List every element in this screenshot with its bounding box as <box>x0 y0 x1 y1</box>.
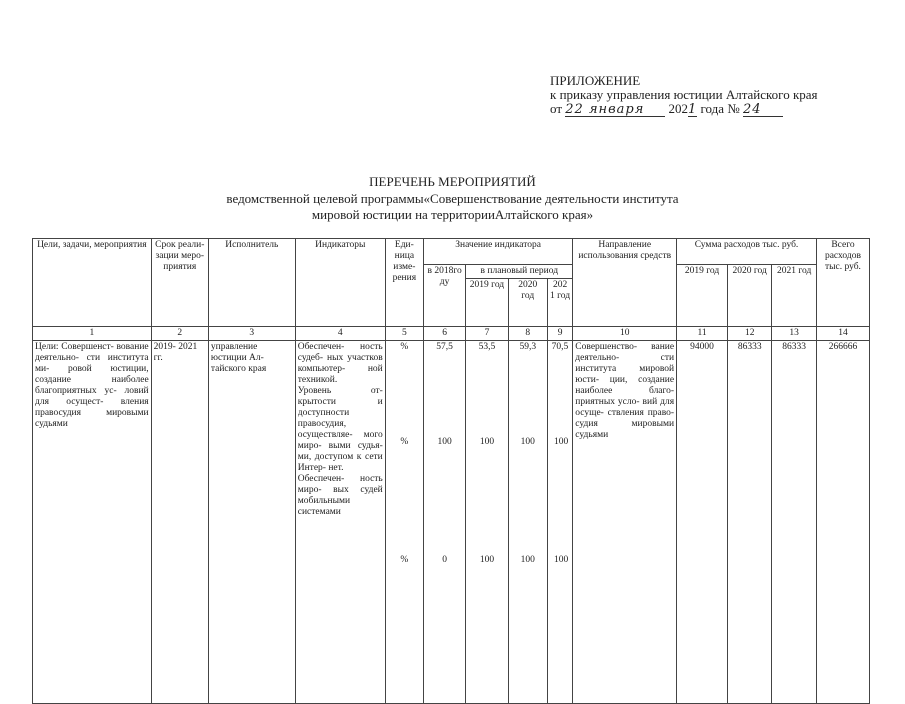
expense-total: 266666 <box>828 342 858 352</box>
goal-cell: Цели: Совершенст- вование деятельно- сти института ми- ровой юстиции, создание наиболее благоприятных ус- ловий для осущест- вления правосудия мировыми судьями <box>35 342 149 429</box>
header-unit: Еди- ница изме- рения <box>385 239 423 327</box>
appendix-year-handwritten: 1 <box>688 102 698 117</box>
value-2021: 70,5 <box>551 342 569 352</box>
value-2020-cell <box>511 342 545 702</box>
executor-cell: управление юстиции Ал- тайского края <box>210 342 267 374</box>
value-2020: 59,3 <box>519 342 537 352</box>
value-2021: 100 <box>554 437 569 447</box>
appendix-number-handwritten: 24 <box>743 104 783 117</box>
header-2019: 2019 год <box>466 279 508 327</box>
value-2018: 100 <box>437 437 452 447</box>
measures-table <box>32 238 870 704</box>
table-row <box>33 341 870 704</box>
unit-cell <box>388 342 421 702</box>
value-2019: 100 <box>479 437 495 447</box>
heading-title: ПЕРЕЧЕНЬ МЕРОПРИЯТИЙ <box>369 174 536 189</box>
expense-2020: 86333 <box>737 342 762 352</box>
indicator-1: Обеспечен- ность судеб- ных участков компьютер- ной техникой. <box>297 342 383 385</box>
appendix-title: ПРИЛОЖЕНИЕ <box>550 73 641 88</box>
col-number: 9 <box>547 327 572 341</box>
header-indicator-value: Значение индикатора <box>423 239 572 265</box>
col-number: 12 <box>727 327 771 341</box>
col-number: 10 <box>573 327 677 341</box>
col-number: 8 <box>508 327 547 341</box>
col-number: 6 <box>423 327 465 341</box>
direction-cell: Совершенство- вание деятельно- сти института мировой юсти- ции, создание наиболее благо- приятных усло- вий для осуще- ствления право- судия мировыми судьями <box>575 342 675 440</box>
header-planned: в плановый период <box>466 265 573 279</box>
unit-value: % <box>400 555 409 565</box>
column-numbers-row <box>33 327 870 341</box>
appendix-date-handwritten: 22 января <box>565 104 665 117</box>
col-number: 2 <box>151 327 208 341</box>
header-indicators: Индикаторы <box>295 239 385 327</box>
col-number: 14 <box>816 327 869 341</box>
value-2021-cell <box>550 342 570 702</box>
value-2020: 100 <box>520 437 535 447</box>
indicator-2: Уровень от- крытости и доступности правосудия, осуществляе- мого миро- выми судья- ми, доступом к сети Интер- нет. <box>297 386 383 473</box>
col-number: 4 <box>295 327 385 341</box>
header-exp-2021: 2021 год <box>772 265 816 327</box>
value-2018-cell <box>426 342 463 702</box>
appendix-order-line: к приказу управления юстиции Алтайского края <box>550 87 818 102</box>
header-term: Срок реали- зации меро- приятия <box>151 239 208 327</box>
header-exp-2019: 2019 год <box>677 265 728 327</box>
value-2019-cell <box>468 342 505 702</box>
indicators-cell <box>298 342 383 702</box>
appendix-from: от <box>550 101 563 116</box>
header-total: Всего расходов тыс. руб. <box>816 239 869 327</box>
header-2018: в 2018го ду <box>423 265 465 327</box>
heading-line2: ведомственной целевой программы«Совершенствование деятельности института <box>226 191 679 206</box>
col-number: 5 <box>385 327 423 341</box>
appendix-year-suffix: года № <box>700 101 740 116</box>
header-executor: Исполнитель <box>208 239 295 327</box>
heading-line3: мировой юстиции на территорииАлтайского края» <box>311 207 594 222</box>
col-number: 13 <box>772 327 816 341</box>
expense-2021: 86333 <box>782 342 807 352</box>
value-2019: 53,5 <box>478 342 496 352</box>
value-2018: 0 <box>442 555 447 565</box>
expense-2019: 94000 <box>690 342 714 352</box>
appendix-block <box>550 74 818 117</box>
col-number: 3 <box>208 327 295 341</box>
value-2019: 100 <box>479 555 495 565</box>
header-exp-2020: 2020 год <box>727 265 771 327</box>
value-2020: 100 <box>520 555 535 565</box>
col-number: 7 <box>466 327 508 341</box>
header-direction: Направление использования средств <box>573 239 677 327</box>
indicator-3: Обеспечен- ность миро- вых судей мобильными системами <box>297 474 383 517</box>
appendix-date-line <box>550 102 818 117</box>
unit-value: % <box>400 342 409 352</box>
col-number: 11 <box>677 327 728 341</box>
value-2021: 100 <box>554 555 569 565</box>
appendix-year-prefix: 202 <box>668 101 689 116</box>
value-2018: 57,5 <box>436 342 453 352</box>
header-expenses: Сумма расходов тыс. руб. <box>677 239 817 265</box>
term-cell: 2019- 2021 гг. <box>153 342 198 363</box>
header-2021: 202 1 год <box>547 279 572 327</box>
col-number: 1 <box>33 327 152 341</box>
header-2020: 2020 год <box>508 279 547 327</box>
unit-value: % <box>400 437 409 447</box>
header-goals: Цели, задачи, мероприятия <box>33 239 152 327</box>
